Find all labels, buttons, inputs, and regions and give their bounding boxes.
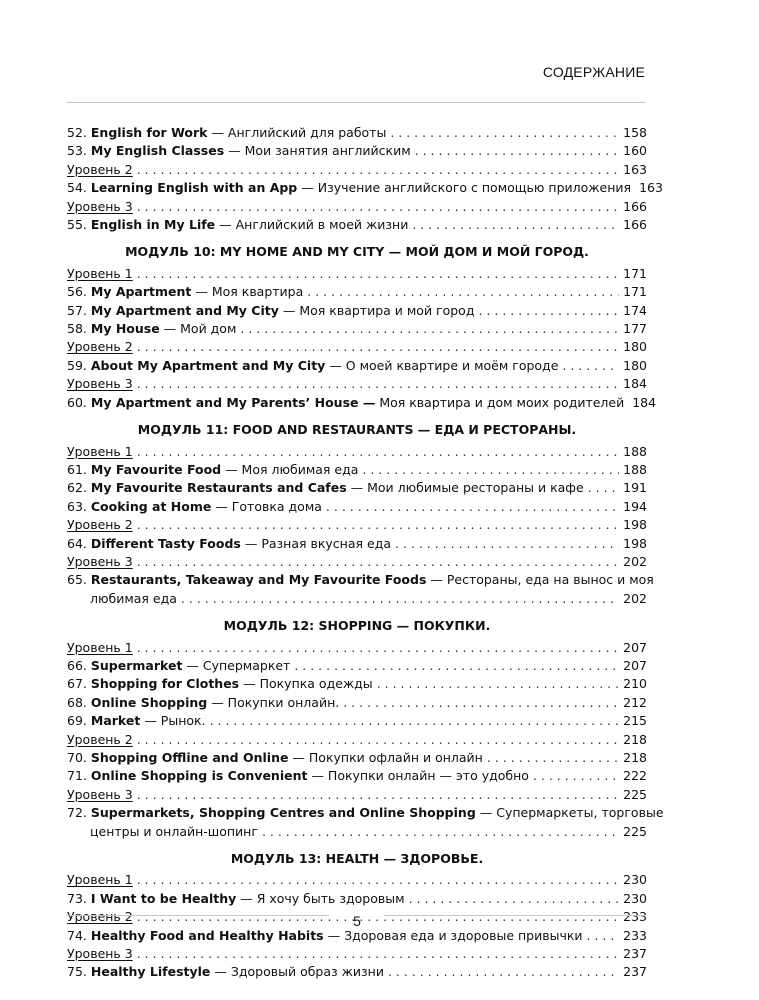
toc-level-row[interactable] [67,198,647,216]
dot-leader [137,161,619,179]
entry-title [67,890,405,908]
toc-entry[interactable] [67,179,663,197]
dot-leader [362,461,619,479]
page-ref: 174 [623,302,647,318]
page-ref: 218 [623,731,647,747]
entry-title [67,320,236,338]
page-ref: 198 [623,517,647,533]
page-number: 5 [353,913,361,929]
entry-title-en: Restaurants, Takeaway and My Favourite Foods [90,572,427,588]
level-label[interactable]: Уровень 1 [67,639,133,655]
entry-title-ru: — Моя любимая еда [221,461,359,477]
entry-title-ru: — Здоровая еда и здоровые привычки [323,927,583,943]
entry-title [67,283,303,301]
entry-title-ru: — Мои любимые рестораны и кафе [346,480,584,496]
page-ref: 163 [623,161,647,177]
top-divider [66,102,646,103]
entry-title-en: Shopping Offline and Online [90,750,289,765]
dot-leader [181,590,619,608]
toc-entry[interactable] [67,675,647,693]
toc-entry[interactable] [67,712,647,730]
entry-title [67,657,290,675]
page-ref: 163 [639,180,663,196]
dot-leader [326,498,619,516]
page-ref: 207 [623,639,647,655]
toc-level-row[interactable] [67,731,647,749]
dot-leader [388,963,619,981]
entry-title-en: Learning English with an App [90,180,298,196]
toc-level-row[interactable] [67,871,647,889]
entry-title-ru: — Разная вкусная еда [240,535,391,551]
entry-title [67,357,558,375]
entry-title-ru: — Покупки онлайн. [207,694,340,710]
toc-entry[interactable] [67,357,647,375]
page-ref: 237 [623,964,647,980]
entry-title [67,479,584,497]
page-ref: 160 [623,143,647,159]
dot-leader [137,786,619,804]
dot-leader [137,516,619,534]
toc-entry-continuation[interactable] [67,823,647,841]
page-ref: 202 [623,553,647,569]
entry-title-en: My Apartment and My City [90,302,279,318]
entry-title-ru: — Моя квартира и мой город [278,302,475,318]
entry-number: 60. [67,394,87,410]
page-ref: 230 [623,890,647,906]
entry-number: 56. [67,284,87,300]
entry-title-en: My Apartment and My Parents’ House — [90,394,376,410]
entry-number: 71. [67,768,87,784]
entry-number: 67. [67,676,87,692]
entry-title-ru: — Покупка одежды [239,676,373,692]
level-label[interactable]: Уровень 3 [67,553,133,569]
page-ref: 158 [623,125,647,140]
dot-leader [137,553,619,571]
dot-leader [137,198,619,216]
page-ref: 207 [623,657,647,673]
dot-leader [137,265,619,283]
entry-title-en: Supermarket [90,657,183,673]
entry-title-ru: Моя квартира и дом моих родителей [375,394,625,410]
toc-level-row[interactable] [67,639,647,657]
page-ref: 180 [623,339,647,355]
entry-title [67,749,483,767]
dot-leader [390,124,619,142]
page-ref: 212 [623,694,647,710]
entry-number: 73. [67,890,87,906]
page-ref: 184 [632,394,657,410]
entry-title-en: My Favourite Restaurants and Cafes [90,480,347,496]
page-ref: 233 [623,909,647,925]
module-heading: МОДУЛЬ 10: MY HOME AND MY CITY — МОЙ ДОМ И МОЙ ГОРОД. [125,244,589,260]
level-label[interactable]: Уровень 3 [67,198,133,214]
module-heading: МОДУЛЬ 13: HEALTH — ЗДОРОВЬЕ. [230,851,484,867]
dot-leader [137,731,619,749]
entry-title-en: I Want to be Healthy [90,890,237,906]
entry-title-ru: — Моя квартира [191,284,304,300]
toc-level-row[interactable] [67,443,647,461]
toc-level-row[interactable] [67,375,647,393]
level-label[interactable]: Уровень 2 [67,161,133,177]
entry-number: 72. [67,805,87,821]
entry-number: 66. [67,657,87,673]
level-label[interactable]: Уровень 1 [67,443,133,459]
entry-number: 59. [67,357,87,373]
entry-title-en: My Favourite Food [90,461,222,477]
level-label[interactable]: Уровень 1 [67,872,133,888]
entry-title-en: Healthy Food and Healthy Habits [90,927,324,943]
entry-title [67,694,339,712]
toc-entry[interactable] [67,302,647,320]
toc-entry[interactable] [67,927,647,945]
entry-title-en: My English Classes [90,143,225,159]
dot-leader [412,216,619,234]
entry-title-ru: — Английский для работы [207,125,387,140]
toc-entry[interactable] [67,124,647,142]
toc-level-row[interactable] [67,338,647,356]
toc-entry[interactable] [67,749,647,767]
page-ref: 198 [623,535,647,551]
toc-level-row[interactable] [67,265,647,283]
page-ref: 237 [623,946,647,962]
page-ref: 222 [623,768,647,784]
entry-number: 70. [67,750,87,765]
entry-title-ru: — Я хочу быть здоровым [236,890,405,906]
toc-entry[interactable] [67,804,664,822]
entry-title-en: English for Work [90,125,208,140]
entry-number: 57. [67,302,87,318]
toc-entry[interactable] [67,963,647,981]
entry-title [67,963,384,981]
page-ref: 171 [623,284,647,300]
page-ref: 218 [623,750,647,765]
page-ref: 166 [623,217,647,233]
module-heading: МОДУЛЬ 11: FOOD AND RESTAURANTS — ЕДА И РЕСТОРАНЫ. [137,422,577,438]
entry-title [67,302,474,320]
entry-title [67,179,631,197]
level-label[interactable]: Уровень 2 [67,339,133,355]
dot-leader [587,927,620,945]
page-ref: 191 [623,480,647,496]
entry-title-ru: — Покупки офлайн и онлайн [288,750,483,765]
entry-title-continuation: центры и онлайн-шопинг [90,823,258,839]
entry-title [67,927,583,945]
entry-title-en: Online Shopping [90,694,208,710]
toc-level-row[interactable] [67,161,647,179]
entry-title [67,142,411,160]
entry-title-ru: — О моей квартире и моём городе [325,357,559,373]
page-ref: 210 [623,676,647,692]
dot-leader [137,375,619,393]
page-ref: 225 [623,823,647,839]
entry-number: 64. [67,535,87,551]
toc-entry[interactable] [67,461,647,479]
entry-title-ru: — Мой дом [159,321,237,337]
page-ref: 230 [623,872,647,888]
entry-title-en: Different Tasty Foods [90,535,241,551]
entry-title [67,498,322,516]
page-ref: 177 [623,321,647,337]
level-label[interactable]: Уровень 2 [67,517,133,533]
entry-number: 65. [67,572,87,588]
toc-entry[interactable] [67,571,654,589]
page-ref: 215 [623,713,647,729]
dot-leader [588,479,619,497]
dot-leader [377,675,619,693]
module-heading: МОДУЛЬ 12: SHOPPING — ПОКУПКИ. [223,618,491,634]
page-ref: 233 [623,927,647,943]
entry-title-en: Shopping for Clothes [90,676,240,692]
running-title: СОДЕРЖАНИЕ [542,64,645,80]
entry-title-ru: — Супермаркет [182,657,291,673]
dot-leader [137,338,619,356]
entry-title [67,216,408,234]
entry-title-en: My House [90,321,160,337]
entry-title-ru: — Здоровый образ жизни [210,964,384,980]
dot-leader [562,357,619,375]
entry-title-en: Supermarkets, Shopping Centres and Online Shopping [90,805,476,821]
toc-entry[interactable] [67,498,647,516]
entry-number: 52. [67,125,87,140]
level-label[interactable]: Уровень 1 [67,265,133,281]
page-ref: 180 [623,357,647,373]
toc-entry[interactable] [67,767,647,785]
toc-entry[interactable] [67,283,647,301]
level-label[interactable]: Уровень 3 [67,376,133,392]
toc-entry[interactable] [67,479,647,497]
table-of-contents [67,124,664,982]
entry-title-ru: — Изучение английского с помощью приложения [297,180,632,196]
toc-level-row[interactable] [67,786,647,804]
toc-entry[interactable] [67,890,647,908]
entry-title-ru: — Супермаркеты, торговые [475,805,664,821]
page-ref: 188 [623,461,647,477]
dot-leader [307,283,619,301]
toc-entry[interactable] [67,216,647,234]
entry-title-ru: — Готовка дома [211,498,322,514]
entry-number: 69. [67,713,87,729]
entry-number: 61. [67,461,87,477]
entry-title-en: About My Apartment and My City [90,357,326,373]
page-ref: 188 [623,443,647,459]
dot-leader [137,871,619,889]
entry-title [67,461,358,479]
entry-number: 58. [67,321,87,337]
page-ref: 194 [623,498,647,514]
dot-leader [395,535,619,553]
page-ref: 202 [623,590,647,606]
entry-number: 62. [67,480,87,496]
dot-leader [210,712,620,730]
entry-title-en: Online Shopping is Convenient [90,768,308,784]
dot-leader [343,694,619,712]
toc-entry[interactable] [67,394,657,412]
dot-leader [533,767,619,785]
entry-title-continuation: любимая еда [90,590,177,606]
entry-title-ru: — Рестораны, еда на вынос и моя [426,572,654,588]
entry-title-ru: — Рынок. [140,713,206,729]
dot-leader [409,890,620,908]
page-ref: 225 [623,786,647,802]
toc-entry[interactable] [67,320,647,338]
page-ref: 166 [623,198,647,214]
dot-leader [137,639,619,657]
entry-title [67,535,391,553]
entry-title-en: My Apartment [90,284,192,300]
page-ref: 184 [623,376,647,392]
entry-number: 63. [67,498,87,514]
dot-leader [294,657,619,675]
entry-title-en: Healthy Lifestyle [90,964,211,980]
dot-leader [240,320,619,338]
dot-leader [478,302,619,320]
page-ref: 171 [623,265,647,281]
level-label[interactable]: Уровень 3 [67,786,133,802]
dot-leader [137,945,619,963]
toc-level-row[interactable] [67,945,647,963]
entry-title-en: Market [90,713,141,729]
toc-entry[interactable] [67,657,647,675]
entry-number: 74. [67,927,87,943]
level-label[interactable]: Уровень 2 [67,731,133,747]
entry-number: 54. [67,180,87,196]
dot-leader [137,443,619,461]
level-label[interactable]: Уровень 2 [67,909,133,925]
entry-number: 55. [67,217,87,233]
entry-title-ru: — Английский в моей жизни [215,217,409,233]
footer-divider-right [384,915,646,916]
level-label[interactable]: Уровень 3 [67,946,133,962]
entry-title [67,394,624,412]
footer-divider-left [66,915,329,916]
entry-title [67,675,373,693]
entry-title-en: English in My Life [90,217,216,233]
entry-number: 68. [67,694,87,710]
entry-title-en: Cooking at Home [90,498,212,514]
toc-level-row[interactable] [67,516,647,534]
toc-entry-continuation[interactable] [67,590,647,608]
toc-entry[interactable] [67,694,647,712]
entry-title-ru: — Мои занятия английским [224,143,411,159]
entry-title [67,712,206,730]
dot-leader [137,908,619,926]
entry-title-ru: — Покупки онлайн — это удобно [307,768,529,784]
toc-entry[interactable] [67,535,647,553]
entry-number: 53. [67,143,87,159]
toc-entry[interactable] [67,142,647,160]
entry-title [67,124,386,142]
dot-leader [262,823,619,841]
entry-title [67,767,529,785]
dot-leader [415,142,619,160]
toc-level-row[interactable] [67,553,647,571]
dot-leader [487,749,619,767]
entry-number: 75. [67,964,87,980]
